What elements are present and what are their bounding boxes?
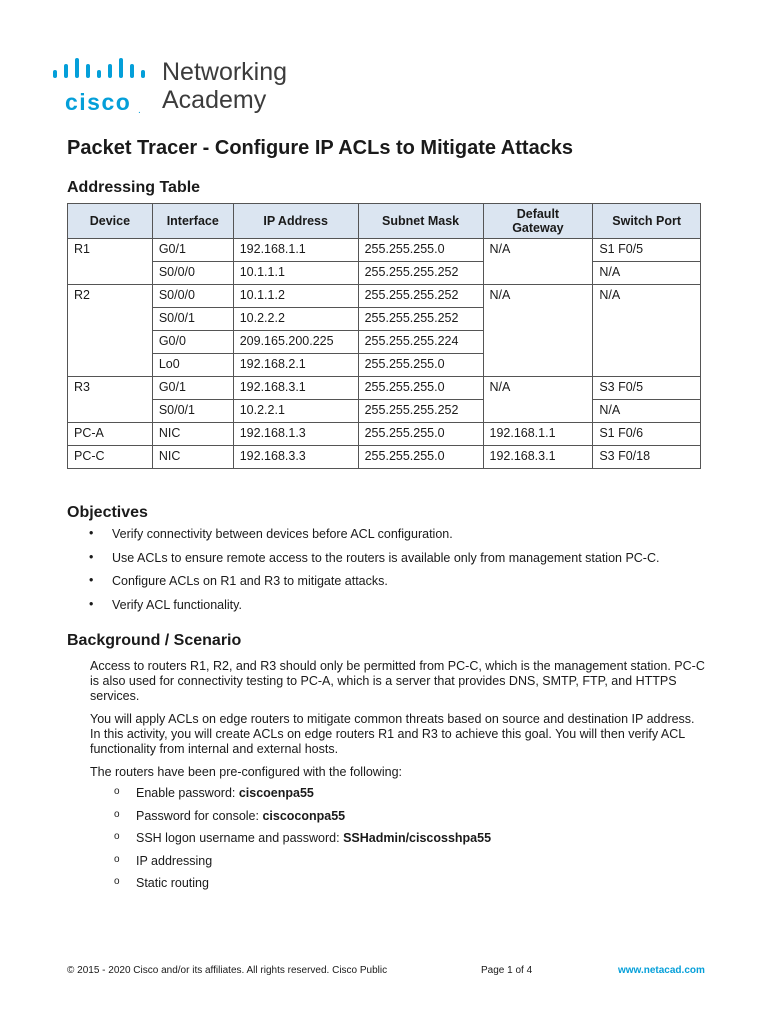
cell-switch-port: N/A [593, 285, 701, 377]
cell: 255.255.255.252 [358, 308, 483, 331]
item-label: Password for console: [136, 808, 263, 823]
cell: G0/1 [152, 377, 233, 400]
cell-gateway: 192.168.1.1 [483, 423, 593, 446]
cell: S3 F0/5 [593, 377, 701, 400]
item-label: Static routing [136, 876, 209, 891]
table-row [68, 262, 701, 285]
cisco-wordmark: cisco [65, 89, 132, 115]
table-row [68, 446, 701, 469]
cell: NIC [152, 423, 233, 446]
table-row [68, 400, 701, 423]
cell: N/A [593, 400, 701, 423]
cell: 255.255.255.224 [358, 331, 483, 354]
background-paragraph-2: You will apply ACLs on edge routers to mitigate common threats based on source and destination IP address. In this activity, you will create ACLs on edge routers R1 and R3 to achieve this goal. You will then verify ACL functionality from internal and external hosts. [90, 712, 695, 756]
cell: 255.255.255.0 [358, 239, 483, 262]
item-value: ciscoenpa55 [238, 786, 314, 800]
page-title: Packet Tracer - Configure IP ACLs to Mitigate Attacks [67, 137, 574, 159]
item-label: SSH logon username and password: [136, 831, 344, 846]
list-item: • Verify ACL functionality. [67, 598, 707, 622]
list-item [90, 831, 690, 854]
footer-copyright: © 2015 - 2020 Cisco and/or its affiliates. All rights reserved. Cisco Public [67, 965, 388, 976]
cell-gateway: 192.168.3.1 [483, 446, 593, 469]
cell: 255.255.255.252 [358, 285, 483, 308]
list-item [90, 876, 690, 899]
cell: S1 F0/5 [593, 239, 701, 262]
logo-academy: Academy [162, 86, 267, 114]
list-item [90, 809, 690, 832]
list-item: • Configure ACLs on R1 and R3 to mitigate attacks. [67, 574, 707, 598]
cell-device: PC-C [68, 446, 153, 469]
addressing-table-heading: Addressing Table [67, 179, 201, 196]
item-value: ciscoconpa55 [262, 808, 346, 823]
objectives-list [67, 527, 707, 621]
col-header: Switch Port [593, 204, 701, 239]
cell: S0/0/0 [152, 262, 233, 285]
cisco-wordmark-dot: . [138, 105, 141, 116]
cell: 255.255.255.0 [358, 354, 483, 377]
cell: 192.168.1.1 [233, 239, 358, 262]
cell-gateway: N/A [483, 285, 593, 377]
cell: 255.255.255.0 [358, 377, 483, 400]
list-item: • Verify connectivity between devices before ACL configuration. [67, 527, 707, 551]
cell: S0/0/1 [152, 400, 233, 423]
cell: 10.1.1.1 [233, 262, 358, 285]
objectives-heading: Objectives [67, 504, 148, 521]
cell: N/A [593, 262, 701, 285]
cell-gateway: N/A [483, 377, 593, 423]
background-paragraph-3: The routers have been pre-configured with the following: [90, 765, 402, 779]
logo-networking: Networking [162, 58, 288, 86]
cell-device: R3 [68, 377, 153, 423]
col-header: IP Address [233, 204, 358, 239]
table-header-row [68, 204, 701, 239]
col-header: Subnet Mask [358, 204, 483, 239]
cell: 255.255.255.252 [358, 262, 483, 285]
cell-device: R2 [68, 285, 153, 377]
footer-url-link[interactable]: www.netacad.com [618, 965, 705, 976]
cell: G0/1 [152, 239, 233, 262]
cell: S3 F0/18 [593, 446, 701, 469]
item-value: SSHadmin/ciscosshpa55 [343, 831, 492, 846]
cell: 192.168.1.3 [233, 423, 358, 446]
addressing-table [67, 203, 701, 469]
list-item: • Use ACLs to ensure remote access to the routers is available only from management station PC-C. [67, 551, 707, 575]
table-row [68, 377, 701, 400]
cell: S1 F0/6 [593, 423, 701, 446]
cell: S0/0/0 [152, 285, 233, 308]
cell: 192.168.3.1 [233, 377, 358, 400]
cell: S0/0/1 [152, 308, 233, 331]
cell: 192.168.2.1 [233, 354, 358, 377]
cell: NIC [152, 446, 233, 469]
table-row [68, 239, 701, 262]
list-item [90, 854, 690, 877]
cell: 209.165.200.225 [233, 331, 358, 354]
cell: 10.1.1.2 [233, 285, 358, 308]
list-item [90, 786, 690, 809]
cell-gateway: N/A [483, 239, 593, 285]
item-label: IP addressing [136, 853, 213, 868]
logo-text [162, 58, 287, 114]
cell-device: R1 [68, 239, 153, 285]
cell: 10.2.2.2 [233, 308, 358, 331]
cell: 255.255.255.0 [358, 423, 483, 446]
footer-page-number: Page 1 of 4 [481, 965, 533, 976]
background-heading: Background / Scenario [67, 632, 242, 649]
col-header: Device [68, 204, 153, 239]
cell: 10.2.2.1 [233, 400, 358, 423]
col-header: Interface [152, 204, 233, 239]
cell-device: PC-A [68, 423, 153, 446]
cell: 192.168.3.3 [233, 446, 358, 469]
table-row [68, 285, 701, 308]
background-paragraph-1: Access to routers R1, R2, and R3 should only be permitted from PC-C, which is the management station. PC-C is also used for connectivity testing to PC-A, which is a server that provides DNS, SMTP, FTP, and HTTPS services. [90, 659, 705, 703]
table-row [68, 423, 701, 446]
cell: 255.255.255.0 [358, 446, 483, 469]
cisco-networking-academy-logo [53, 58, 313, 116]
item-label: Enable password: [136, 786, 239, 800]
preconfig-list [90, 786, 690, 899]
cell: Lo0 [152, 354, 233, 377]
cell: G0/0 [152, 331, 233, 354]
cell: 255.255.255.252 [358, 400, 483, 423]
col-header: Default Gateway [483, 204, 593, 239]
